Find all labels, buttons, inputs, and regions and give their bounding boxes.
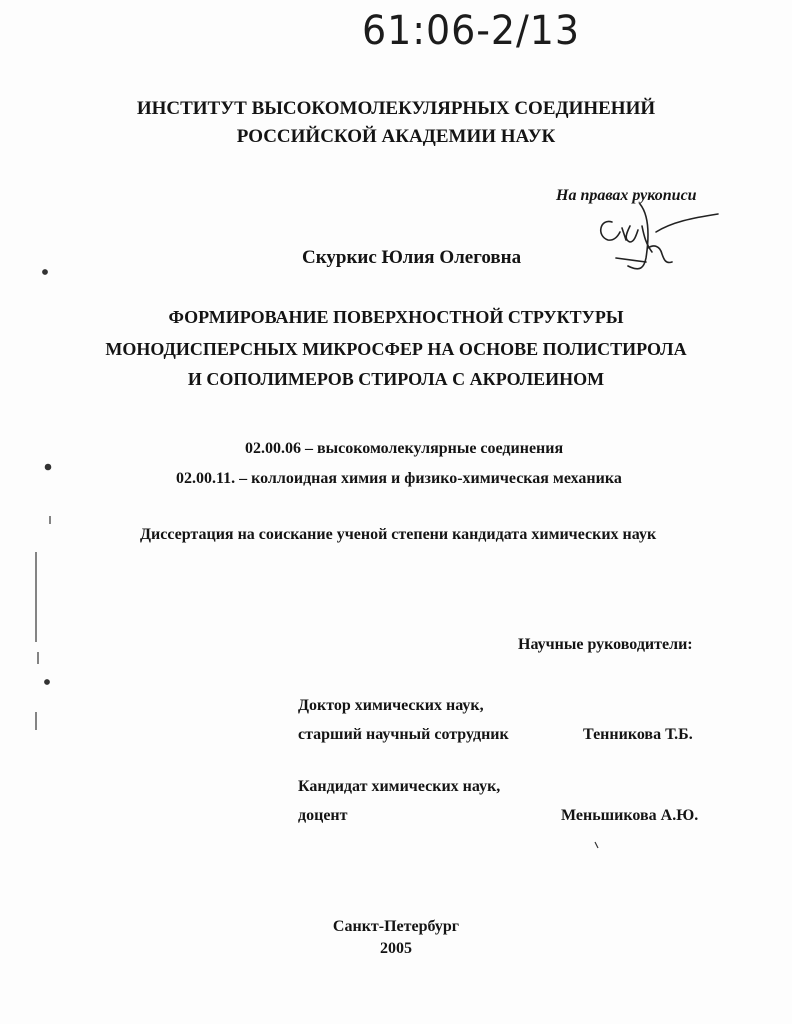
advisor2-position: доцент	[298, 807, 348, 824]
footer-year: 2005	[380, 940, 412, 957]
thesis-title-line2: МОНОДИСПЕРСНЫХ МИКРОСФЕР НА ОСНОВЕ ПОЛИСТИРОЛА	[105, 339, 687, 359]
institute-name-line1: ИНСТИТУТ ВЫСОКОМОЛЕКУЛЯРНЫХ СОЕДИНЕНИЙ	[136, 98, 656, 119]
advisors-heading: Научные руководители:	[518, 636, 693, 653]
advisor1-position: старший научный сотрудник	[298, 726, 509, 743]
advisor1-degree: Доктор химических наук,	[298, 697, 484, 714]
degree-statement: Диссертация на соискание ученой степени кандидата химических наук	[140, 526, 657, 543]
manuscript-note: На правах рукописи	[556, 187, 697, 204]
specialty-line2: 02.00.11. – коллоидная химия и физико-химическая механика	[176, 470, 622, 487]
thesis-title-line3: И СОПОЛИМЕРОВ СТИРОЛА С АКРОЛЕИНОМ	[187, 369, 605, 389]
archive-code: 61:06-2/13	[362, 8, 581, 54]
handwritten-signature	[601, 204, 718, 269]
advisor2-degree: Кандидат химических наук,	[298, 778, 501, 795]
institute-name-line2: РОССИЙСКОЙ АКАДЕМИИ НАУК	[236, 126, 556, 147]
author-name: Скуркис Юлия Олеговна	[302, 247, 522, 268]
specialty-line1: 02.00.06 – высокомолекулярные соединения	[245, 440, 564, 457]
footer-city: Санкт-Петербург	[332, 918, 460, 935]
advisor2-name: Меньшикова А.Ю.	[561, 807, 699, 824]
thesis-title-line1: ФОРМИРОВАНИЕ ПОВЕРХНОСТНОЙ СТРУКТУРЫ	[168, 307, 624, 327]
advisor1-name: Тенникова Т.Б.	[583, 726, 693, 743]
